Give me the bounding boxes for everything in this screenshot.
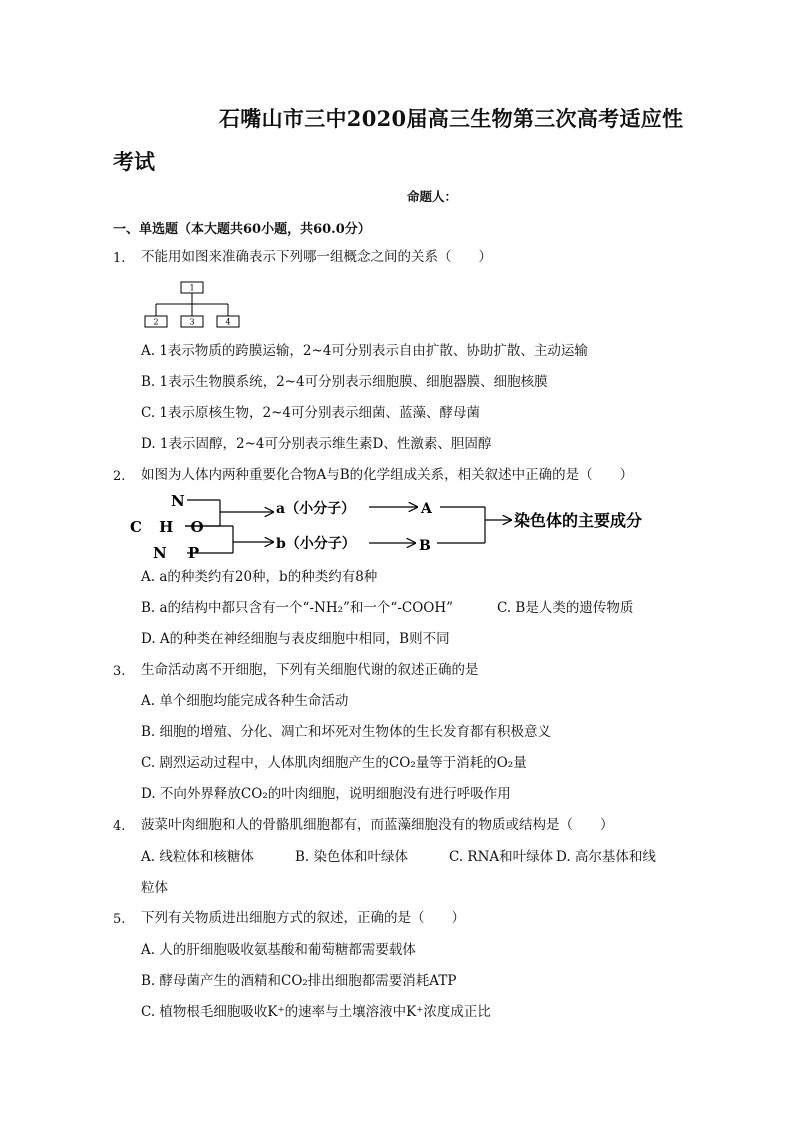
q1-option-c: C. 1表示原核生物，2~4可分别表示细菌、蓝藻、酵母菌: [141, 405, 481, 421]
q1-number: 1.: [113, 251, 126, 266]
q2-small-molecule-b: b（小分子）: [276, 536, 356, 552]
q1-box-label-1: 1: [189, 283, 195, 293]
section-heading: 一、单选题（本大题共60小题，共60.0分）: [113, 222, 371, 237]
title-line-1: 石嘴山市三中2020届高三生物第三次高考适应性: [219, 106, 684, 131]
q2-option-c: C. B是人类的遗传物质: [497, 600, 634, 616]
q4-option-c: C. RNA和叶绿体: [449, 849, 554, 865]
q4-option-d-wrap: 粒体: [141, 880, 168, 896]
q2-macromolecule-b: B: [419, 538, 431, 554]
q2-elements-cho: C H O: [130, 518, 210, 536]
q1-box-label-4: 4: [225, 317, 231, 327]
q5-option-c: C. 植物根毛细胞吸收K⁺的速率与土壤溶液中K⁺浓度成正比: [141, 1004, 491, 1020]
q2-elements-np: N P: [153, 544, 208, 560]
author-label: 命题人：: [407, 189, 458, 204]
q3-option-b: B. 细胞的增殖、分化、凋亡和坏死对生物体的生长发育都有积极意义: [141, 724, 552, 740]
q3-option-d: D. 不向外界释放CO₂的叶肉细胞，说明细胞没有进行呼吸作用: [141, 786, 511, 802]
q1-box-label-3: 3: [189, 317, 195, 327]
q1-box-label-2: 2: [153, 317, 159, 327]
q2-option-a: A. a的种类约有20种，b的种类约有8种: [141, 569, 378, 585]
q5-option-b: B. 酵母菌产生的酒精和CO₂排出细胞都需要消耗ATP: [141, 973, 457, 989]
q2-number: 2.: [113, 469, 126, 484]
q3-stem: 生命活动离不开细胞，下列有关细胞代谢的叙述正确的是: [141, 662, 479, 678]
q4-number: 4.: [113, 819, 126, 834]
q3-option-a: A. 单个细胞均能完成各种生命活动: [141, 693, 349, 709]
q1-option-b: B. 1表示生物膜系统，2~4可分别表示细胞膜、细胞器膜、细胞核膜: [141, 374, 548, 390]
q2-option-b: B. a的结构中都只含有一个“-NH₂”和一个“-COOH”: [141, 600, 454, 616]
q1-option-a: A. 1表示物质的跨膜运输，2~4可分别表示自由扩散、协助扩散、主动运输: [141, 343, 588, 359]
q5-stem: 下列有关物质进出细胞方式的叙述，正确的是（ ）: [141, 910, 465, 926]
title-line-2: 考试: [113, 149, 155, 174]
q3-option-c: C. 剧烈运动过程中，人体肌肉细胞产生的CO₂量等于消耗的O₂量: [141, 755, 527, 771]
q5-option-a: A. 人的肝细胞吸收氨基酸和葡萄糖都需要载体: [141, 942, 416, 958]
q4-option-b: B. 染色体和叶绿体: [295, 849, 409, 865]
q2-option-d: D. A的种类在神经细胞与表皮细胞中相同，B则不同: [141, 631, 450, 647]
q2-stem: 如图为人体内两种重要化合物A与B的化学组成关系，相关叙述中正确的是（ ）: [141, 467, 634, 483]
q2-result-label: 染色体的主要成分: [514, 511, 643, 530]
q4-stem: 菠菜叶肉细胞和人的骨骼肌细胞都有，而蓝藻细胞没有的物质或结构是（ ）: [141, 817, 614, 833]
q4-option-d: D. 高尔基体和线: [556, 849, 656, 865]
q1-option-d: D. 1表示固醇，2~4可分别表示维生素D、性激素、胆固醇: [141, 436, 492, 452]
q1-hierarchy-diagram: [140, 279, 245, 331]
q2-composition-diagram: [125, 490, 675, 560]
q2-macromolecule-a: A: [421, 501, 432, 517]
q3-number: 3.: [113, 664, 126, 679]
q1-stem: 不能用如图来准确表示下列哪一组概念之间的关系（ ）: [141, 249, 492, 265]
q2-small-molecule-a: a（小分子）: [276, 501, 356, 517]
q4-option-a: A. 线粒体和核糖体: [141, 849, 254, 865]
q5-number: 5.: [113, 912, 126, 927]
q2-element-n-top: N: [171, 492, 185, 510]
